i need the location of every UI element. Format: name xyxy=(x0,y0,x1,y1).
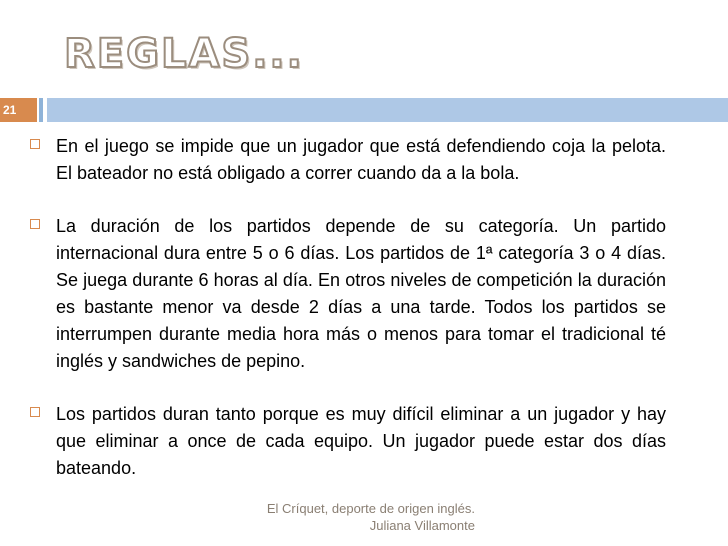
bullet-list xyxy=(26,133,666,508)
footer-line: El Críquet, deporte de origen inglés. xyxy=(266,501,475,516)
slide-title: REGLAS... xyxy=(64,31,304,77)
bullet-text: En el juego se impide que un jugador que está defendiendo coja la pelota. El bateador no está obligado a correr cuando da a la bola. xyxy=(56,136,666,183)
slide-number: 21 xyxy=(3,103,17,117)
slide-number-box xyxy=(0,98,37,122)
square-bullet-icon xyxy=(30,219,40,229)
square-bullet-icon xyxy=(30,407,40,417)
header-bar-divider xyxy=(39,98,43,122)
footer-line: Juliana Villamonte xyxy=(369,518,475,533)
header-bar xyxy=(47,98,728,122)
bullet-item xyxy=(26,133,666,187)
slide-footer xyxy=(180,500,475,534)
bullet-item xyxy=(26,401,666,482)
bullet-item xyxy=(26,213,666,375)
bullet-text: Los partidos duran tanto porque es muy difícil eliminar a un jugador y hay que eliminar a once de cada equipo. Un jugador puede estar dos días bateando. xyxy=(56,404,666,478)
square-bullet-icon xyxy=(30,139,40,149)
bullet-text: La duración de los partidos depende de su categoría. Un partido internacional dura entre 5 o 6 días. Los partidos de 1ª categoría 3 o 4 días. Se juega durante 6 horas al día. En otros niveles de competición la duración es bastante menor va desde 2 días a una tarde. Todos los partidos se interrumpen durante media hora más o menos para tomar el tradicional té inglés y sandwiches de pepino. xyxy=(56,216,666,371)
